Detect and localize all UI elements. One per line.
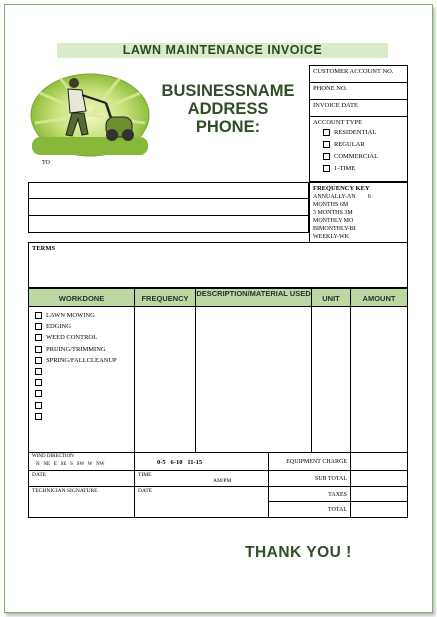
frequency-column[interactable] <box>134 306 196 453</box>
amount-column[interactable] <box>350 306 408 453</box>
work-item[interactable] <box>35 344 134 355</box>
column-header-description: DESCRIPTION/MATERIAL USED <box>195 288 312 307</box>
total-value[interactable] <box>350 501 408 518</box>
frequency-key-line: ANNUALLY-AN 6 <box>313 194 371 200</box>
lawn-mower-logo <box>30 73 150 157</box>
phone-no-label: PHONE NO. <box>313 85 348 92</box>
technician-signature-field[interactable] <box>28 486 135 518</box>
checkbox-icon[interactable] <box>35 346 42 353</box>
work-item[interactable] <box>35 388 134 399</box>
checkbox-icon[interactable] <box>35 379 42 386</box>
sub-total-value[interactable] <box>350 470 408 487</box>
date-2-field[interactable] <box>134 486 269 518</box>
checkbox-icon[interactable] <box>35 357 42 364</box>
option-residential-label: RESIDENTIAL <box>334 129 377 136</box>
frequency-key-line: BIMONTHLY-BI <box>313 226 356 232</box>
checkbox-icon[interactable] <box>323 153 330 160</box>
sub-total-label: SUB TOTAL <box>268 470 351 487</box>
terms-box[interactable] <box>28 242 408 288</box>
account-type-box <box>309 116 408 182</box>
option-commercial-label: COMMERCIAL <box>334 153 379 160</box>
account-type-label: ACCOUNT TYPE <box>313 119 363 126</box>
column-header-workdone: WORKDONE <box>28 288 135 307</box>
business-phone: PHONE: <box>195 118 261 136</box>
checkbox-icon[interactable] <box>35 312 42 319</box>
wind-direction-options[interactable]: N NE E SE S SW W NW <box>36 462 105 467</box>
work-item[interactable] <box>35 377 134 388</box>
address-line-2[interactable] <box>28 198 309 216</box>
technician-signature-label: TECHNICIAN SIGNATURE <box>32 488 98 494</box>
work-item[interactable] <box>35 355 134 366</box>
work-item[interactable] <box>35 332 134 343</box>
customer-account-field[interactable] <box>309 65 408 83</box>
frequency-key-line: WEEKLY-WK <box>313 234 350 240</box>
checkbox-icon[interactable] <box>323 165 330 172</box>
invoice-date-label: INVOICE DATE <box>313 102 358 109</box>
terms-label: TERMS <box>32 245 56 252</box>
wind-direction-cell <box>28 452 135 471</box>
ampm-label: AM/PM <box>213 478 232 484</box>
time-label: TIME <box>138 472 152 478</box>
frequency-key-line: 3 MONTHS 3M <box>313 210 353 216</box>
checkbox-icon[interactable] <box>35 413 42 420</box>
option-1-time-label: 1-TIME <box>334 165 356 172</box>
option-1-time[interactable] <box>323 163 407 175</box>
taxes-label: TAXES <box>268 486 351 502</box>
frequency-key-line: MONTHS 6M <box>313 202 349 208</box>
work-item[interactable] <box>35 400 134 411</box>
time-field[interactable] <box>134 470 269 487</box>
checkbox-icon[interactable] <box>35 323 42 330</box>
business-address: ADDRESS <box>187 100 269 118</box>
business-name: BUSINESSNAME <box>161 82 295 100</box>
checkbox-icon[interactable] <box>323 129 330 136</box>
wind-speed-options[interactable]: 0-5 6-10 11-15 <box>134 452 269 471</box>
work-item-label: LAWN MOWING <box>46 312 95 319</box>
option-regular[interactable] <box>323 139 407 151</box>
work-item-label: EDGING <box>46 323 71 331</box>
unit-column[interactable] <box>311 306 351 453</box>
work-item-label: SPRING/FALLCLEANUP <box>46 356 117 364</box>
workdone-column <box>28 306 135 453</box>
frequency-key-title: FREQUENCY KEY <box>313 185 370 192</box>
checkbox-icon[interactable] <box>35 368 42 375</box>
date-2-label: DATE <box>138 488 153 494</box>
total-label: TOTAL <box>268 501 351 518</box>
thank-you-text: THANK YOU ! <box>245 544 352 561</box>
description-column[interactable] <box>195 306 312 453</box>
to-label: TO <box>42 160 50 166</box>
work-item[interactable] <box>35 366 134 377</box>
equipment-charge-value[interactable] <box>350 452 408 471</box>
phone-no-field[interactable] <box>309 82 408 100</box>
work-item[interactable] <box>35 310 134 321</box>
date-label: DATE <box>32 472 47 478</box>
wind-direction-label: WIND DIRECTION <box>32 454 74 459</box>
work-item-label: WEED CONTROL <box>46 334 98 342</box>
checkbox-icon[interactable] <box>35 334 42 341</box>
invoice-title: LAWN MAINTENANCE INVOICE <box>57 43 388 58</box>
option-residential[interactable] <box>323 127 407 139</box>
checkbox-icon[interactable] <box>35 390 42 397</box>
column-header-frequency: FREQUENCY <box>134 288 196 307</box>
equipment-charge-label: EQUIPMENT CHARGE <box>268 452 351 471</box>
frequency-key-box <box>309 182 408 243</box>
invoice-date-field[interactable] <box>309 99 408 117</box>
address-line-3[interactable] <box>28 215 309 233</box>
address-line-1[interactable] <box>28 182 309 199</box>
frequency-key-line: MONTHLY MO <box>313 218 354 224</box>
column-header-unit: UNIT <box>311 288 351 307</box>
work-item-label: PRUING/TRIMMING <box>46 345 106 353</box>
checkbox-icon[interactable] <box>323 141 330 148</box>
date-field[interactable] <box>28 470 135 487</box>
option-commercial[interactable] <box>323 151 407 163</box>
checkbox-icon[interactable] <box>35 402 42 409</box>
column-header-amount: AMOUNT <box>350 288 408 307</box>
work-item[interactable] <box>35 321 134 332</box>
business-info <box>152 82 304 136</box>
customer-account-label: CUSTOMER ACCOUNT NO. <box>313 68 394 75</box>
work-item[interactable] <box>35 411 134 422</box>
option-regular-label: REGULAR <box>334 141 365 148</box>
taxes-value[interactable] <box>350 486 408 502</box>
